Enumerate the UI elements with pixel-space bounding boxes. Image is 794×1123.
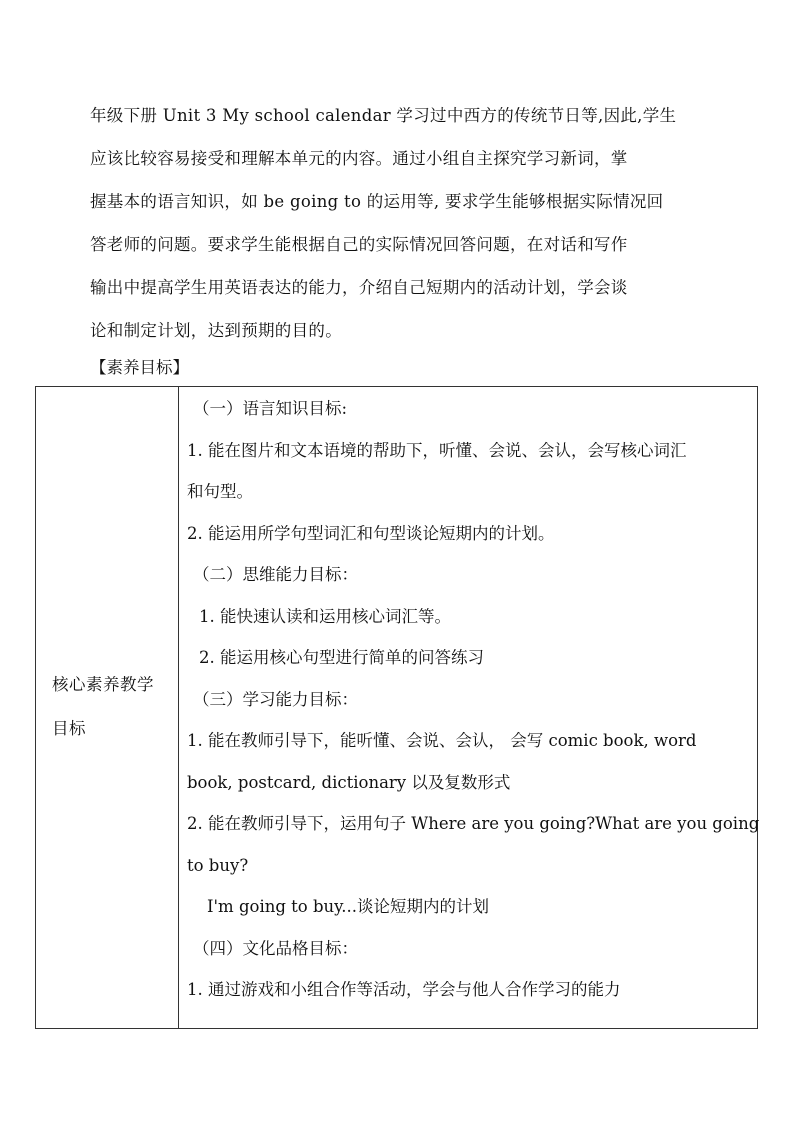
goal-item: 2. 能在教师引导下，运用句子 Where are you going?What are you going [187, 814, 760, 833]
goal-item: 1. 通过游戏和小组合作等活动，学会与他人合作学习的能力 [187, 980, 621, 999]
goal-heading-thinking: （二）思维能力目标： [193, 565, 358, 584]
goal-heading-learning: （三）学习能力目标： [193, 689, 358, 709]
intro-line: 年级下册 Unit 3 My school calendar 学习过中西方的传统节日等,因此,学生 [90, 106, 677, 125]
goal-item: 2. 能运用核心句型进行简单的问答练习 [199, 648, 484, 667]
goal-heading-culture: （四）文化品格目标： [193, 938, 358, 958]
goal-item-continued: to buy? [187, 855, 249, 875]
section-heading: 【素养目标】 [90, 358, 189, 377]
goal-item: 1. 能在教师引导下，能听懂、会说、会认， 会写 comic book, word [187, 731, 697, 750]
goal-item: 1. 能在图片和文本语境的帮助下，听懂、会说、会认，会写核心词汇 [187, 440, 687, 460]
goal-item-continued: 和句型。 [187, 482, 253, 501]
goal-item-continued: book, postcard, dictionary 以及复数形式 [187, 772, 511, 792]
goal-heading-language: （一）语言知识目标: [193, 399, 348, 418]
label-line: 核心素养教学 [52, 675, 154, 695]
intro-line: 握基本的语言知识，如 be going to 的运用等, 要求学生能够根据实际情况回 [90, 192, 664, 211]
table-row [36, 387, 758, 1029]
intro-line: 应该比较容易接受和理解本单元的内容。通过小组自主探究学习新词，掌 [90, 149, 628, 168]
label-line: 目标 [52, 719, 86, 739]
label-cell [36, 387, 179, 1029]
goal-item-continued: I'm going to buy...谈论短期内的计划 [207, 897, 490, 916]
intro-paragraph [90, 102, 730, 360]
content-cell [179, 387, 758, 1029]
goal-item: 1. 能快速认读和运用核心词汇等。 [199, 606, 451, 626]
intro-line: 答老师的问题。要求学生能根据自己的实际情况回答问题，在对话和写作 [90, 235, 628, 254]
intro-line: 论和制定计划，达到预期的目的。 [90, 321, 342, 340]
goal-item: 2. 能运用所学句型词汇和句型谈论短期内的计划。 [187, 523, 555, 543]
intro-line: 输出中提高学生用英语表达的能力，介绍自己短期内的活动计划，学会谈 [90, 278, 628, 297]
goals-table [35, 386, 758, 1029]
